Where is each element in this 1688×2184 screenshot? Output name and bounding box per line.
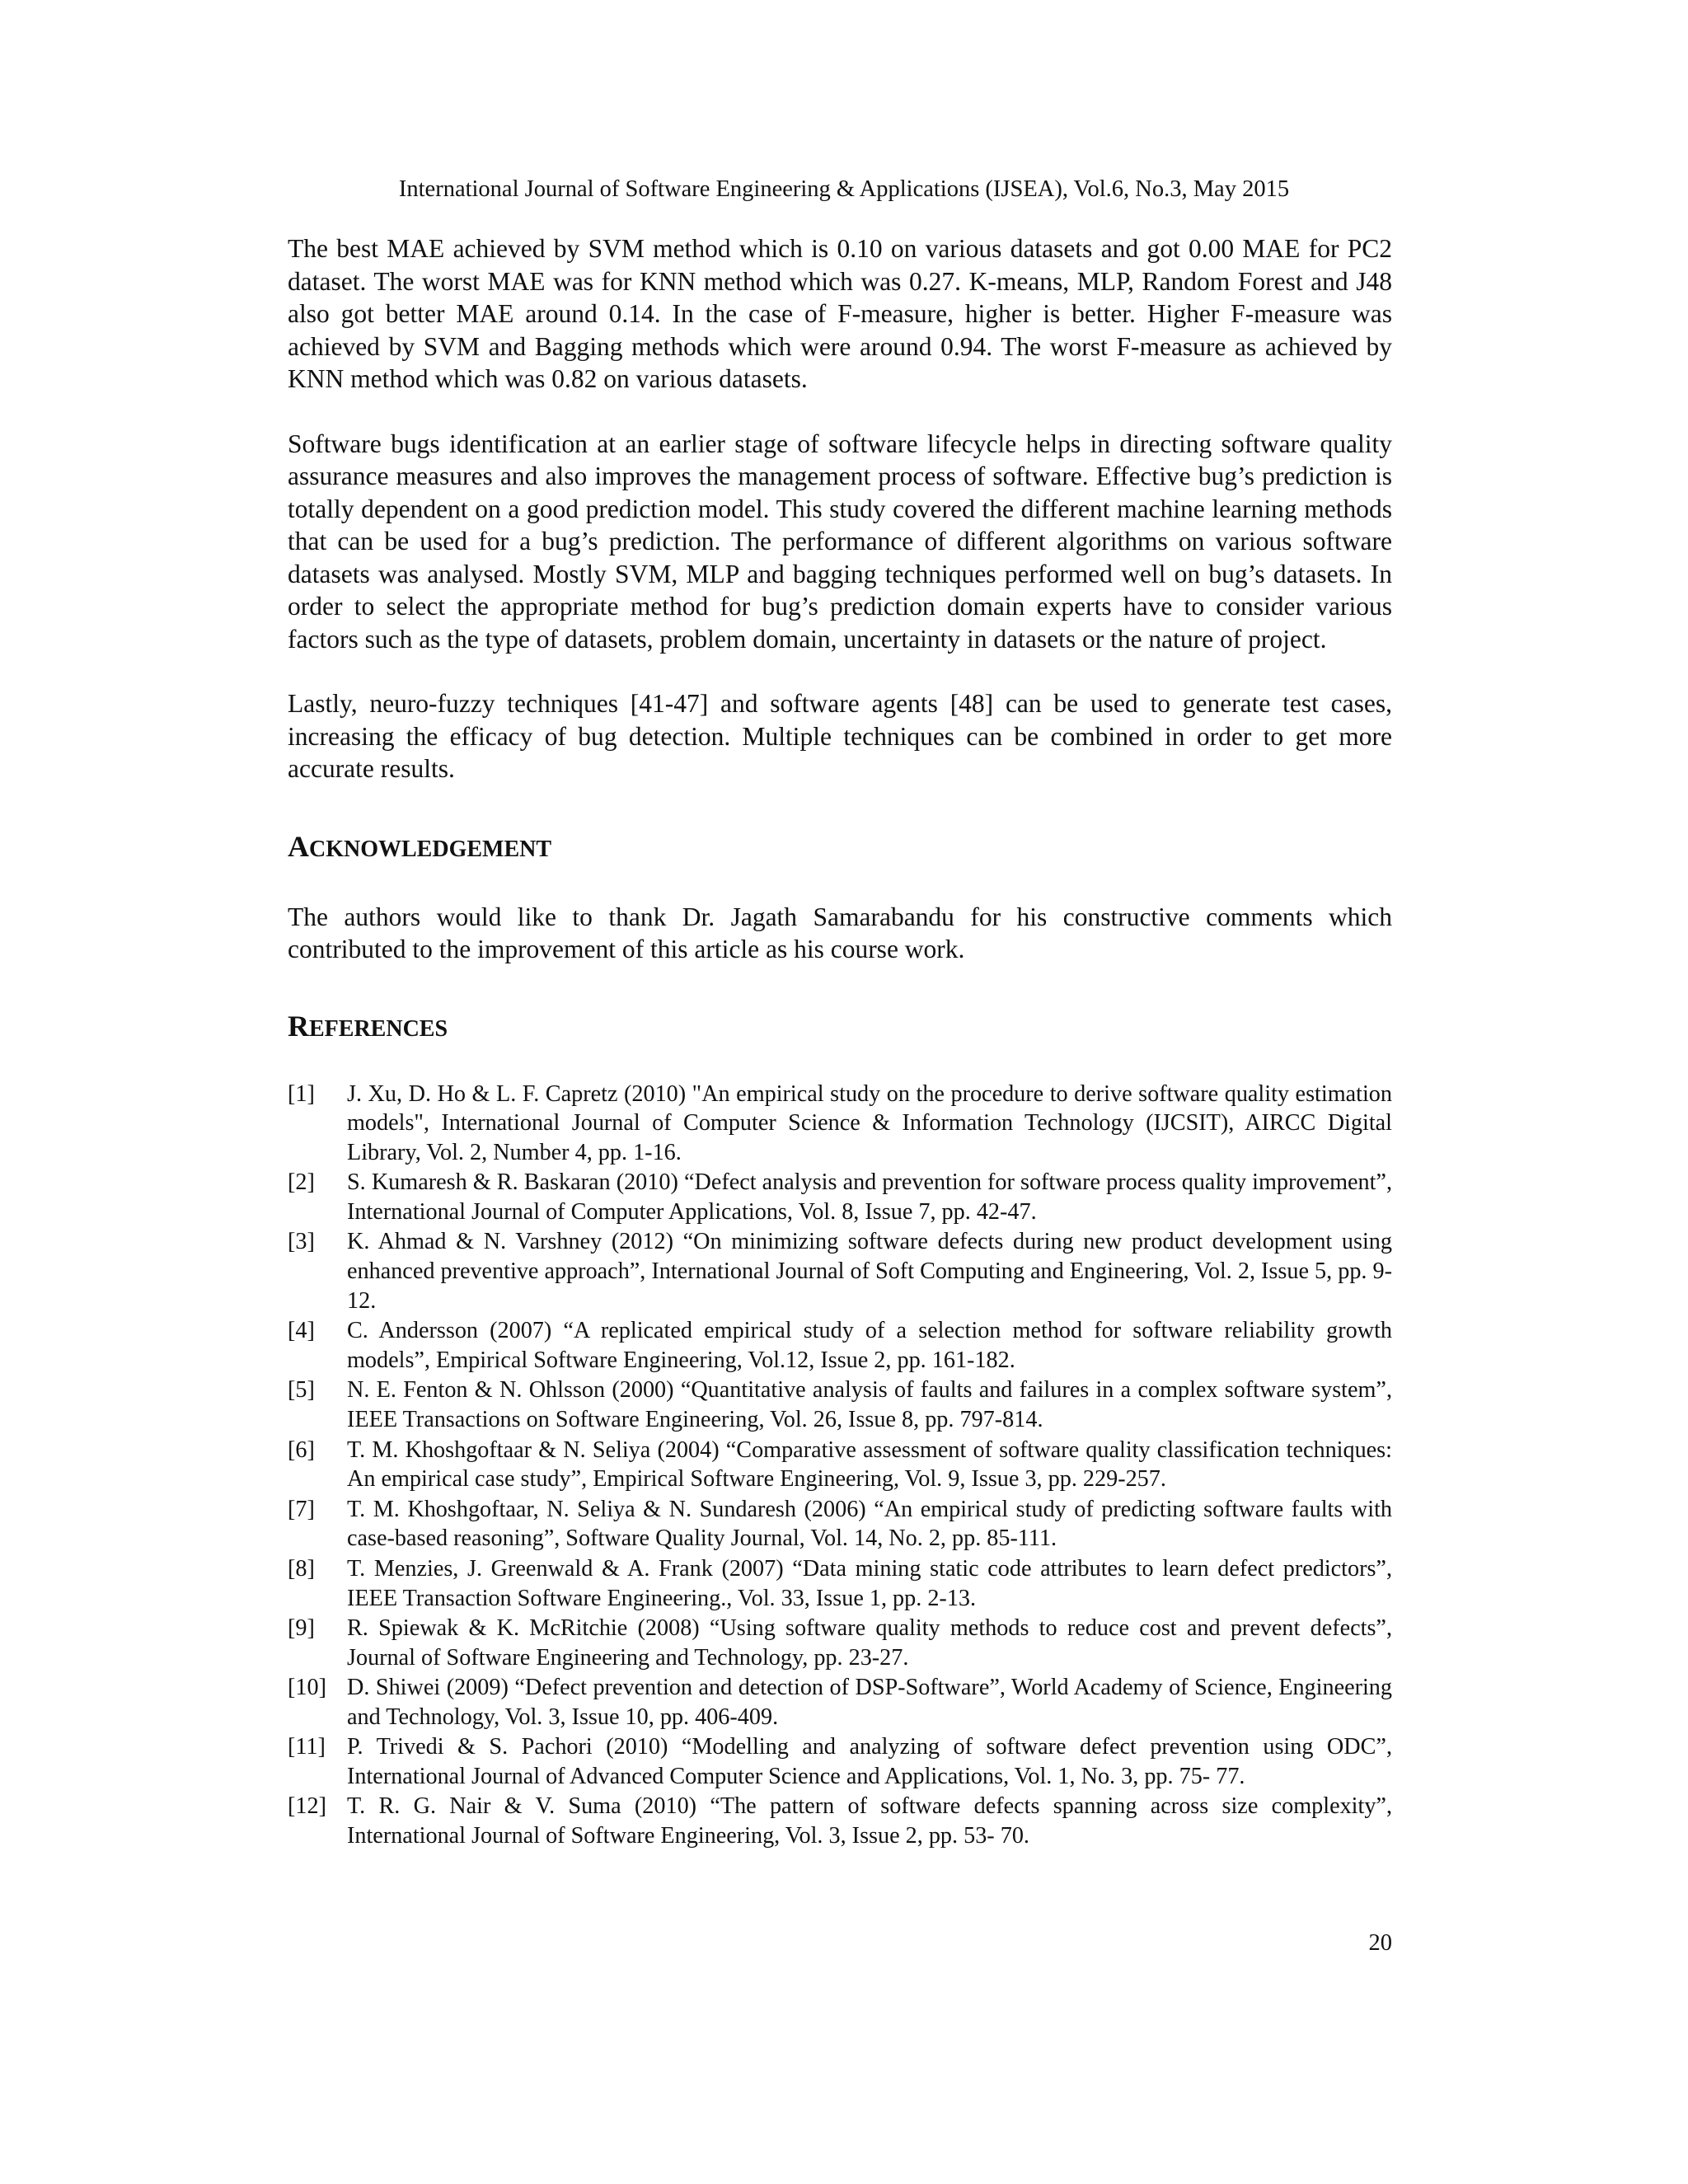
reference-text: P. Trivedi & S. Pachori (2010) “Modelling and analyzing of software defect prevention using ODC”, International Journal of Advanced Computer Science and Applications, Vol. 1, No. 3, pp. 75- 77. <box>347 1734 1392 1789</box>
reference-item <box>288 1554 1392 1614</box>
reference-text: K. Ahmad & N. Varshney (2012) “On minimizing software defects during new product development using enhanced preventive approach”, International Journal of Soft Computing and Engineering, Vol. 2, Issue 5, pp. 9-12. <box>347 1229 1392 1315</box>
references-heading-rest: EFERENCES <box>309 1015 448 1042</box>
reference-text: J. Xu, D. Ho & L. F. Capretz (2010) "An empirical study on the procedure to derive software quality estimation models", International Journal of Computer Science & Information Technology (IJCSIT), AIRCC Digital Library, Vol. 2, Number 4, pp. 1-16. <box>347 1080 1392 1166</box>
reference-number: [4] <box>288 1318 315 1344</box>
reference-number: [6] <box>288 1436 315 1463</box>
references-heading-initial: R <box>288 1009 309 1043</box>
reference-item <box>288 1168 1392 1227</box>
reference-number: [9] <box>288 1615 315 1641</box>
body-paragraph-1: The best MAE achieved by SVM method which is 0.10 on various datasets and got 0.00 MAE for PC2 dataset. The worst MAE was for KNN method which was 0.27. K-means, MLP, Random Forest and J48 also got better MAE around 0.14. In the case of F-measure, higher is better. Higher F-measure was achieved by SVM and Bagging methods which were around 0.94. The worst F-measure as achieved by KNN method which was 0.82 on various datasets. <box>288 234 1392 393</box>
reference-item <box>288 1080 1392 1168</box>
reference-number: [8] <box>288 1555 315 1582</box>
references-heading <box>288 1008 1392 1047</box>
reference-text: D. Shiwei (2009) “Defect prevention and detection of DSP-Software”, World Academy of Science, Engineering and Technology, Vol. 3, Issue 10, pp. 406-409. <box>347 1674 1392 1730</box>
reference-text: T. M. Khoshgoftaar, N. Seliya & N. Sundaresh (2006) “An empirical study of predicting software faults with case-based reasoning”, Software Quality Journal, Vol. 14, No. 2, pp. 85-111. <box>347 1496 1392 1552</box>
reference-list <box>288 1080 1392 1851</box>
reference-number: [2] <box>288 1169 315 1196</box>
reference-item <box>288 1792 1392 1851</box>
acknowledgement-heading-rest: CKNOWLEDGEMENT <box>309 836 552 862</box>
reference-number: [10] <box>288 1674 326 1700</box>
reference-text: T. M. Khoshgoftaar & N. Seliya (2004) “Comparative assessment of software quality classification techniques: An empirical case study”, Empirical Software Engineering, Vol. 9, Issue 3, pp. 229-257. <box>347 1436 1392 1493</box>
reference-number: [7] <box>288 1496 315 1522</box>
reference-item <box>288 1673 1392 1732</box>
reference-text: T. Menzies, J. Greenwald & A. Frank (2007) “Data mining static code attributes to learn defect predictors”, IEEE Transaction Software Engineering., Vol. 33, Issue 1, pp. 2-13. <box>347 1555 1392 1611</box>
reference-text: S. Kumaresh & R. Baskaran (2010) “Defect analysis and prevention for software process quality improvement”, International Journal of Computer Applications, Vol. 8, Issue 7, pp. 42-47. <box>347 1169 1392 1226</box>
page-content <box>288 232 1392 1864</box>
body-paragraph-2: Software bugs identification at an earlier stage of software lifecycle helps in directing software quality assurance measures and also improves the management process of software. Effective bug’s prediction is totally dependent on a good prediction model. This study covered the different machine learning methods that can be used for a bug’s prediction. The performance of different algorithms on various software datasets was analysed. Mostly SVM, MLP and bagging techniques performed well on bug’s datasets. In order to select the appropriate method for bug’s prediction domain experts have to consider various factors such as the type of datasets, problem domain, uncertainty in datasets or the nature of project. <box>288 429 1392 654</box>
acknowledgement-heading <box>288 828 1392 868</box>
reference-number: [11] <box>288 1734 326 1760</box>
reference-number: [1] <box>288 1080 315 1107</box>
acknowledgement-heading-initial: A <box>288 829 309 863</box>
reference-number: [12] <box>288 1793 326 1820</box>
running-header: International Journal of Software Engineering & Applications (IJSEA), Vol.6, No.3, May 2015 <box>398 176 1290 202</box>
body-paragraph-3: Lastly, neuro-fuzzy techniques [41-47] and software agents [48] can be used to generate test cases, increasing the efficacy of bug detection. Multiple techniques can be combined in order to get more accurate results. <box>288 689 1392 783</box>
reference-number: [3] <box>288 1229 315 1255</box>
reference-item <box>288 1316 1392 1376</box>
reference-item <box>288 1227 1392 1315</box>
reference-item <box>288 1732 1392 1792</box>
reference-item <box>288 1436 1392 1495</box>
page-number: 20 <box>1368 1930 1392 1956</box>
reference-text: R. Spiewak & K. McRitchie (2008) “Using software quality methods to reduce cost and prevent defects”, Journal of Software Engineering and Technology, pp. 23-27. <box>347 1615 1392 1671</box>
reference-number: [5] <box>288 1377 315 1404</box>
reference-text: C. Andersson (2007) “A replicated empirical study of a selection method for software reliability growth models”, Empirical Software Engineering, Vol.12, Issue 2, pp. 161-182. <box>347 1318 1392 1374</box>
reference-item <box>288 1495 1392 1554</box>
reference-item <box>288 1614 1392 1673</box>
acknowledgement-text: The authors would like to thank Dr. Jagath Samarabandu for his constructive comments which contributed to the improvement of this article as his course work. <box>288 902 1392 963</box>
reference-text: T. R. G. Nair & V. Suma (2010) “The pattern of software defects spanning across size complexity”, International Journal of Software Engineering, Vol. 3, Issue 2, pp. 53- 70. <box>347 1793 1392 1849</box>
reference-text: N. E. Fenton & N. Ohlsson (2000) “Quantitative analysis of faults and failures in a complex software system”, IEEE Transactions on Software Engineering, Vol. 26, Issue 8, pp. 797-814. <box>347 1377 1392 1433</box>
reference-item <box>288 1376 1392 1435</box>
